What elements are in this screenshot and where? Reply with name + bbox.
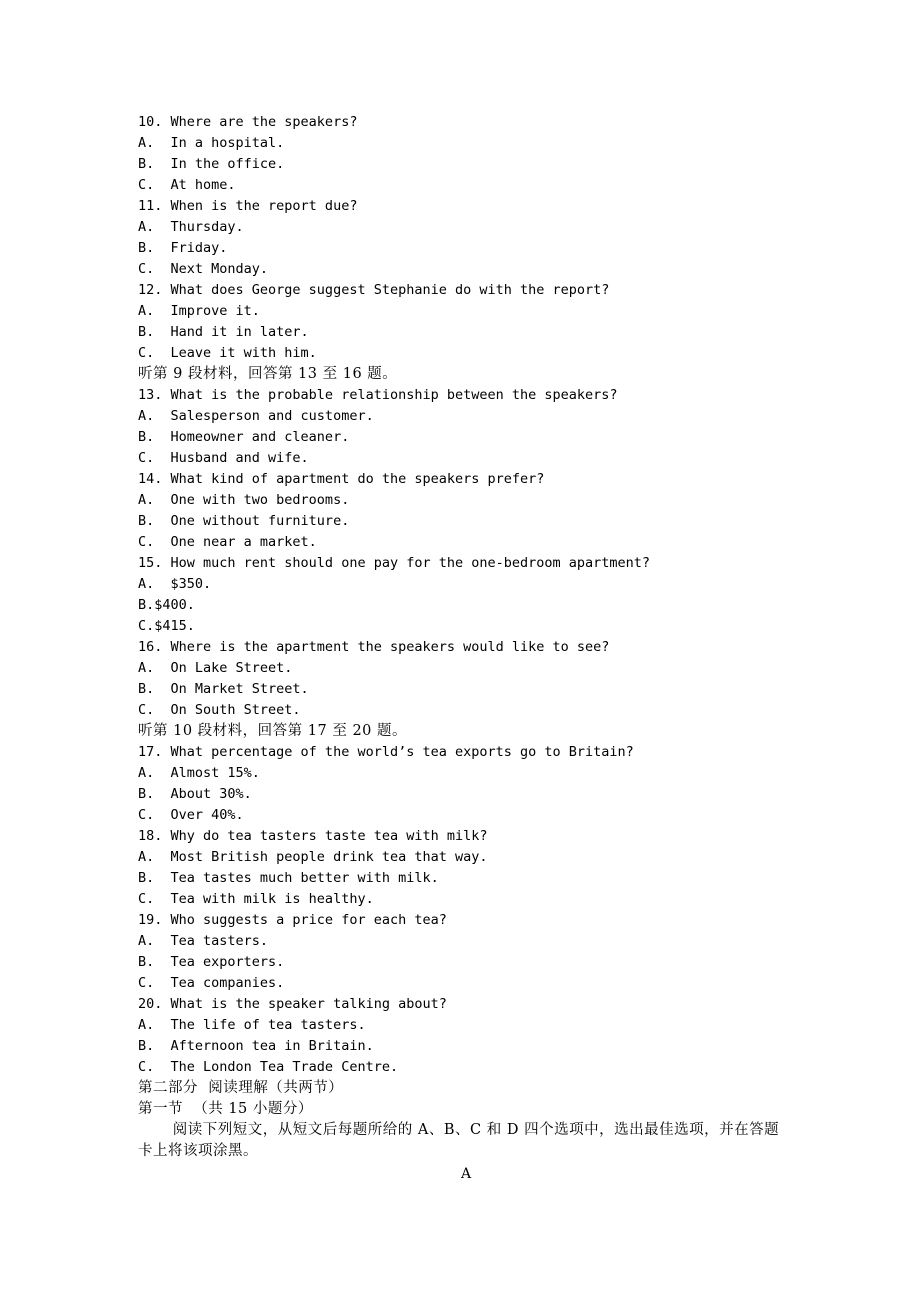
option-line: A. Almost 15%. [138,765,260,781]
option-line: B. Afternoon tea in Britain. [138,1038,374,1054]
question-line: 10. Where are the speakers? [138,114,358,130]
option-line: B. Tea tastes much better with milk. [138,870,439,886]
question-line: 18. Why do tea tasters taste tea with milk? [138,828,488,844]
option-line: A. Improve it. [138,303,260,319]
section-heading: 第一节 （共 15 小题分） [138,1101,313,1117]
option-line: C.$415. [138,618,195,634]
question-line: 15. How much rent should one pay for the one-bedroom apartment? [138,555,651,571]
listening-instruction: 听第 10 段材料，回答第 17 至 20 题。 [138,723,408,739]
question-list [138,112,794,1120]
option-line: B. In the office. [138,156,285,172]
exam-page [138,112,794,1186]
option-line: C. Next Monday. [138,261,269,277]
option-line: C. Tea companies. [138,975,285,991]
question-line: 12. What does George suggest Stephanie do with the report? [138,282,610,298]
option-line: B. Homeowner and cleaner. [138,429,350,445]
option-line: C. Leave it with him. [138,345,317,361]
question-line: 17. What percentage of the world’s tea exports go to Britain? [138,744,634,760]
reading-directions: 阅读下列短文，从短文后每题所给的 A、B、C 和 D 四个选项中，选出最佳选项，并在答题卡上将该项涂黑。 [138,1122,780,1159]
option-line: C. At home. [138,177,236,193]
section-heading: 第二部分 阅读理解（共两节） [138,1080,344,1096]
option-line: B. On Market Street. [138,681,309,697]
listening-instruction: 听第 9 段材料，回答第 13 至 16 题。 [138,366,398,382]
option-line: A. The life of tea tasters. [138,1017,366,1033]
question-line: 14. What kind of apartment do the speakers prefer? [138,471,545,487]
option-line: B. Friday. [138,240,228,256]
option-line: A. Salesperson and customer. [138,408,374,424]
option-line: B. Tea exporters. [138,954,285,970]
passage-label: A [460,1166,472,1182]
question-line: 20. What is the speaker talking about? [138,996,447,1012]
option-line: A. Tea tasters. [138,933,269,949]
option-line: B.$400. [138,597,195,613]
option-line: B. Hand it in later. [138,324,309,340]
question-line: 13. What is the probable relationship between the speakers? [138,387,618,403]
option-line: C. One near a market. [138,534,317,550]
option-line: A. One with two bedrooms. [138,492,350,508]
option-line: A. Most British people drink tea that way. [138,849,488,865]
option-line: C. On South Street. [138,702,301,718]
option-line: A. On Lake Street. [138,660,293,676]
option-line: C. Tea with milk is healthy. [138,891,374,907]
option-line: C. Husband and wife. [138,450,309,466]
question-line: 19. Who suggests a price for each tea? [138,912,447,928]
question-line: 16. Where is the apartment the speakers would like to see? [138,639,610,655]
question-line: 11. When is the report due? [138,198,358,214]
option-line: B. One without furniture. [138,513,350,529]
option-line: A. Thursday. [138,219,244,235]
option-line: C. The London Tea Trade Centre. [138,1059,399,1075]
option-line: C. Over 40%. [138,807,244,823]
option-line: A. $350. [138,576,212,592]
option-line: B. About 30%. [138,786,252,802]
option-line: A. In a hospital. [138,135,285,151]
